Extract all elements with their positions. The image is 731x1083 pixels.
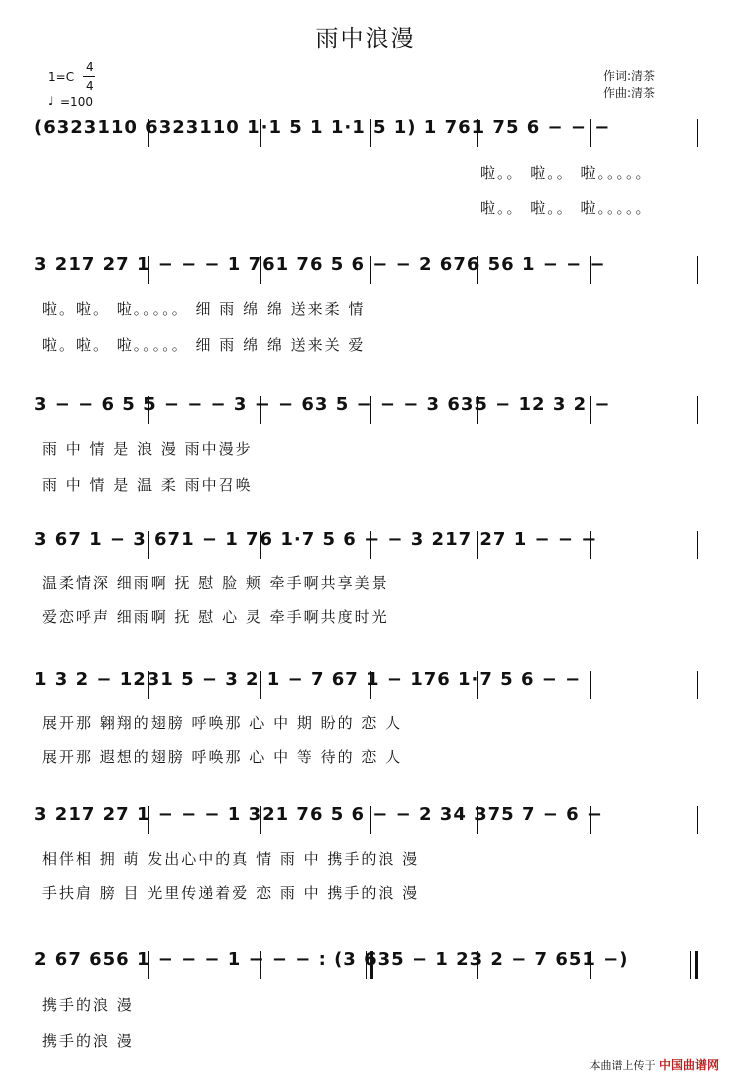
barline <box>590 951 591 979</box>
barline <box>697 671 698 699</box>
lyric-verse-1: 雨 中 情 是 浪 漫 雨中漫步 <box>42 440 253 458</box>
notation-line: 3 217 27 1 − − − 1 761 76 5 6 − − 2 676 56 1 − − − <box>34 254 606 275</box>
barline <box>148 119 149 147</box>
notation-line: 3 67 1 − 3 671 − 1 76 1·7 5 6 − − 3 217 27 1 − − − <box>34 529 598 550</box>
barline <box>370 119 371 147</box>
barline <box>477 671 478 699</box>
barline <box>590 806 591 834</box>
quarter-note-icon: ♩ <box>48 94 54 108</box>
score-line-2 <box>0 250 731 290</box>
barline <box>590 256 591 284</box>
barline <box>370 531 371 559</box>
barline <box>260 256 261 284</box>
lyric-verse-2: 展开那 遐想的翅膀 呼唤那 心 中 等 待的 恋 人 <box>42 748 403 766</box>
site-logo: 中国曲谱网 <box>658 1058 719 1072</box>
barline <box>260 951 261 979</box>
barline <box>148 396 149 424</box>
lyric-verse-1: 展开那 翱翔的翅膀 呼唤那 心 中 期 盼的 恋 人 <box>42 714 403 732</box>
barline <box>370 671 371 699</box>
barline <box>148 951 149 979</box>
time-signature-top: 4 <box>86 60 94 74</box>
barline <box>590 671 591 699</box>
composer-credit: 作曲:清茶 <box>603 86 656 100</box>
barline <box>148 531 149 559</box>
final-barline-thin <box>690 951 691 979</box>
barline <box>370 256 371 284</box>
repeat-barline <box>366 951 367 979</box>
barline <box>477 396 478 424</box>
lyric-verse-2: 啦。啦。 啦。。。。。 细 雨 绵 绵 送来关 爱 <box>42 336 366 354</box>
barline <box>148 671 149 699</box>
barline <box>697 806 698 834</box>
barline <box>477 531 478 559</box>
lyric-verse-2: 携手的浪 漫 <box>42 1032 134 1050</box>
score-line-1 <box>0 113 731 153</box>
barline <box>590 119 591 147</box>
barline <box>477 951 478 979</box>
repeat-barline-thick <box>370 951 373 979</box>
key-signature: 1=C <box>48 70 75 84</box>
barline <box>590 396 591 424</box>
lyric-verse-2: 爱恋呼声 细雨啊 抚 慰 心 灵 牵手啊共度时光 <box>42 608 389 626</box>
score-line-3 <box>0 390 731 430</box>
barline <box>260 396 261 424</box>
barline <box>260 531 261 559</box>
barline <box>260 671 261 699</box>
lyric-verse-1: 啦。啦。 啦。。。。。 细 雨 绵 绵 送来柔 情 <box>42 300 366 318</box>
barline <box>477 119 478 147</box>
barline <box>590 531 591 559</box>
barline <box>260 119 261 147</box>
upload-credit <box>589 1056 719 1073</box>
notation-line: 3 − − 6 5 5 − − − 3 − − 63 5 − − − 3 635 − 12 3 2 − <box>34 394 611 415</box>
final-barline-thick <box>695 951 698 979</box>
lyric-verse-1: 啦。。 啦。。 啦。。。。。 <box>480 164 653 182</box>
barline <box>697 119 698 147</box>
barline <box>697 531 698 559</box>
lyric-verse-2: 啦。。 啦。。 啦。。。。。 <box>480 199 653 217</box>
tempo-mark: =100 <box>60 95 93 109</box>
score-line-6 <box>0 800 731 840</box>
barline <box>370 396 371 424</box>
score-line-4 <box>0 525 731 565</box>
barline <box>260 806 261 834</box>
barline <box>477 806 478 834</box>
lyric-verse-1: 温柔情深 细雨啊 抚 慰 脸 颊 牵手啊共享美景 <box>42 574 389 592</box>
barline <box>370 806 371 834</box>
time-signature-bottom: 4 <box>86 79 94 93</box>
barline <box>697 396 698 424</box>
notation-line: 2 67 656 1 − − − 1 − − − : (3 635 − 1 23 2 − 7 651 −) <box>34 949 629 970</box>
barline <box>148 806 149 834</box>
lyric-verse-2: 雨 中 情 是 温 柔 雨中召唤 <box>42 476 253 494</box>
notation-line: 1 3 2 − 1231 5 − 3 2 1 − 7 67 1 − 176 1·7 5 6 − − <box>34 669 582 690</box>
lyric-verse-1: 相伴相 拥 萌 发出心中的真 情 雨 中 携手的浪 漫 <box>42 850 420 868</box>
lyricist-credit: 作词:清茶 <box>603 69 656 83</box>
notation-line: (6323110 6323110 1·1 5 1 1·1 5 1) 1 761 75 6 − − − <box>34 117 611 138</box>
score-line-5 <box>0 665 731 705</box>
upload-credit-text: 本曲谱上传于 <box>589 1059 656 1072</box>
score-line-7 <box>0 945 731 985</box>
lyric-verse-2: 手扶肩 膀 目 光里传递着爱 恋 雨 中 携手的浪 漫 <box>42 884 420 902</box>
barline <box>697 256 698 284</box>
time-signature-divider <box>83 76 95 77</box>
song-title: 雨中浪漫 <box>315 26 416 52</box>
notation-line: 3 217 27 1 − − − 1 321 76 5 6 − − 2 34 375 7 − 6 − <box>34 804 603 825</box>
barline <box>148 256 149 284</box>
lyric-verse-1: 携手的浪 漫 <box>42 996 134 1014</box>
barline <box>477 256 478 284</box>
